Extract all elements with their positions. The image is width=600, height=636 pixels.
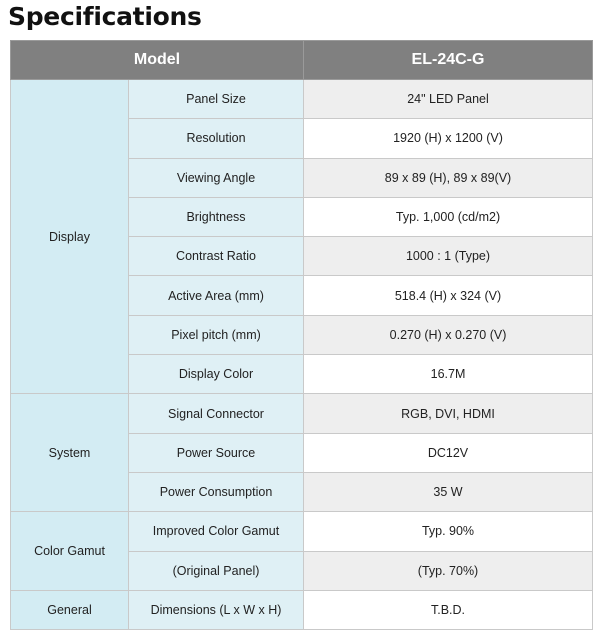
specifications-table (10, 40, 593, 630)
group-display: Display (11, 80, 129, 394)
param-power-consumption: Power Consumption (129, 472, 304, 511)
value-signal-connector: RGB, DVI, HDMI (304, 394, 593, 433)
value-improved-color-gamut: Typ. 90% (304, 512, 593, 551)
value-dimensions: T.B.D. (304, 590, 593, 629)
group-general: General (11, 590, 129, 629)
value-contrast-ratio: 1000 : 1 (Type) (304, 237, 593, 276)
table-header-row (11, 41, 593, 80)
group-color-gamut: Color Gamut (11, 512, 129, 591)
table-row (11, 512, 593, 551)
param-active-area: Active Area (mm) (129, 276, 304, 315)
table-row (11, 394, 593, 433)
group-system: System (11, 394, 129, 512)
value-pixel-pitch: 0.270 (H) x 0.270 (V) (304, 315, 593, 354)
param-pixel-pitch: Pixel pitch (mm) (129, 315, 304, 354)
param-viewing-angle: Viewing Angle (129, 158, 304, 197)
value-active-area: 518.4 (H) x 324 (V) (304, 276, 593, 315)
param-display-color: Display Color (129, 355, 304, 394)
table-row (11, 590, 593, 629)
page-title: Specifications (8, 2, 202, 31)
value-display-color: 16.7M (304, 355, 593, 394)
value-power-source: DC12V (304, 433, 593, 472)
param-power-source: Power Source (129, 433, 304, 472)
param-dimensions: Dimensions (L x W x H) (129, 590, 304, 629)
param-resolution: Resolution (129, 119, 304, 158)
param-panel-size: Panel Size (129, 80, 304, 119)
value-brightness: Typ. 1,000 (cd/m2) (304, 197, 593, 236)
value-panel-size: 24" LED Panel (304, 80, 593, 119)
param-brightness: Brightness (129, 197, 304, 236)
model-label: Model (11, 41, 304, 80)
param-improved-color-gamut: Improved Color Gamut (129, 512, 304, 551)
table-row (11, 80, 593, 119)
value-resolution: 1920 (H) x 1200 (V) (304, 119, 593, 158)
value-viewing-angle: 89 x 89 (H), 89 x 89(V) (304, 158, 593, 197)
value-original-panel: (Typ. 70%) (304, 551, 593, 590)
value-power-consumption: 35 W (304, 472, 593, 511)
param-contrast-ratio: Contrast Ratio (129, 237, 304, 276)
param-original-panel: (Original Panel) (129, 551, 304, 590)
model-value: EL-24C-G (304, 41, 593, 80)
param-signal-connector: Signal Connector (129, 394, 304, 433)
